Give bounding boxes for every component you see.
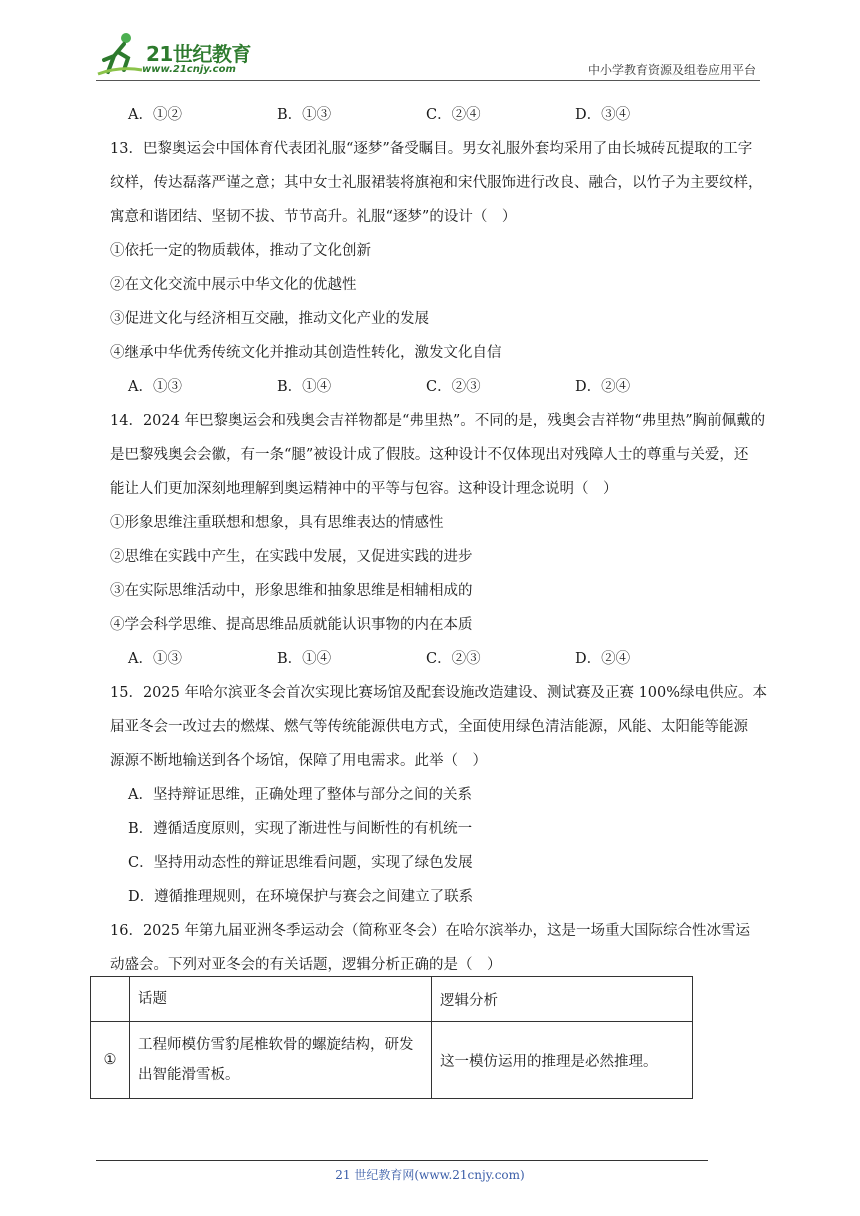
- q12-option-a[interactable]: A．①②: [128, 107, 182, 123]
- q14-option-a[interactable]: A．①③: [128, 651, 182, 667]
- footer-divider: [96, 1160, 708, 1161]
- header-divider: [96, 80, 760, 81]
- q13-options: [110, 370, 770, 404]
- q15-choice-b[interactable]: B．遵循适度原则，实现了渐进性与间断性的有机统一: [128, 821, 473, 837]
- site-logo[interactable]: [96, 30, 266, 80]
- q14-options: [110, 642, 770, 676]
- q14-option-b[interactable]: B．①④: [277, 651, 332, 667]
- q14-stem-line: 14．2024 年巴黎奥运会和残奥会吉祥物都是“弗里热”。不同的是，残奥会吉祥物“弗里热”胸前佩戴的: [110, 413, 766, 429]
- table-row: [91, 1022, 693, 1099]
- q12-options: [110, 98, 770, 132]
- logo-text: 21世纪教育: [146, 42, 251, 66]
- q15-choice-c[interactable]: C．坚持用动态性的辩证思维看问题，实现了绿色发展: [128, 855, 473, 871]
- runner-icon: [96, 30, 144, 76]
- q16-stem-line: 动盛会。下列对亚冬会的有关话题，逻辑分析正确的是（ ）: [110, 957, 502, 973]
- table-cell: 工程师模仿雪豹尾椎软骨的螺旋结构，研发出智能滑雪板。: [130, 1022, 432, 1099]
- q12-option-d[interactable]: D．③④: [575, 107, 631, 123]
- question-content: [110, 98, 770, 982]
- q13-option-d[interactable]: D．②④: [575, 379, 631, 395]
- q13-option-b[interactable]: B．①④: [277, 379, 332, 395]
- q14-option-d[interactable]: D．②④: [575, 651, 631, 667]
- q14-option-c[interactable]: C．②③: [426, 651, 481, 667]
- q14-item: ③在实际思维活动中，形象思维和抽象思维是相辅相成的: [110, 583, 473, 599]
- q15-stem-line: 源源不断地输送到各个场馆，保障了用电需求。此举（ ）: [110, 753, 487, 769]
- q13-option-c[interactable]: C．②③: [426, 379, 481, 395]
- q15-choice-a[interactable]: A．坚持辩证思维，正确处理了整体与部分之间的关系: [128, 787, 472, 803]
- q13-item: ①依托一定的物质载体，推动了文化创新: [110, 243, 371, 259]
- table-header-row: [91, 977, 693, 1022]
- q13-option-a[interactable]: A．①③: [128, 379, 182, 395]
- q13-stem-line: 13．巴黎奥运会中国体育代表团礼服“逐梦”备受瞩目。男女礼服外套均采用了由长城砖瓦提取的工字: [110, 141, 753, 157]
- table-header-cell: 逻辑分析: [432, 977, 693, 1022]
- q14-item: ②思维在实践中产生，在实践中发展，又促进实践的进步: [110, 549, 473, 565]
- q12-option-b[interactable]: B．①③: [277, 107, 332, 123]
- q14-stem-line: 是巴黎残奥会会徽，有一条“腿”被设计成了假肢。这种设计不仅体现出对残障人士的尊重与关爱，还: [110, 447, 749, 463]
- q12-option-c[interactable]: C．②④: [426, 107, 481, 123]
- q13-item: ③促进文化与经济相互交融，推动文化产业的发展: [110, 311, 429, 327]
- q13-stem-line: 寓意和谐团结、坚韧不拔、节节高升。礼服“逐梦”的设计（ ）: [110, 209, 517, 225]
- table-header-cell: [91, 977, 130, 1022]
- q13-item: ②在文化交流中展示中华文化的优越性: [110, 277, 357, 293]
- page-header: [0, 0, 860, 90]
- q14-stem-line: 能让人们更加深刻地理解到奥运精神中的平等与包容。这种设计理念说明（ ）: [110, 481, 618, 497]
- q13-item: ④继承中华优秀传统文化并推动其创造性转化，激发文化自信: [110, 345, 502, 361]
- q15-choice-d[interactable]: D．遵循推理规则，在环境保护与赛会之间建立了联系: [128, 889, 474, 905]
- q16-stem-line: 16．2025 年第九届亚洲冬季运动会（简称亚冬会）在哈尔滨举办，这是一场重大国际综合性冰雪运: [110, 923, 750, 939]
- page-footer[interactable]: 21 世纪教育网(www.21cnjy.com): [335, 1168, 525, 1182]
- q14-item: ①形象思维注重联想和想象，具有思维表达的情感性: [110, 515, 444, 531]
- table-header-cell: 话题: [130, 977, 432, 1022]
- q15-stem-line: 届亚冬会一改过去的燃煤、燃气等传统能源供电方式，全面使用绿色清洁能源，风能、太阳能等能源: [110, 719, 748, 735]
- platform-name: 中小学教育资源及组卷应用平台: [587, 63, 756, 77]
- q14-item: ④学会科学思维、提高思维品质就能认识事物的内在本质: [110, 617, 473, 633]
- logo-url: www.21cnjy.com: [142, 64, 236, 75]
- q15-stem-line: 15．2025 年哈尔滨亚冬会首次实现比赛场馆及配套设施改造建设、测试赛及正赛 100%绿电供应。本: [110, 685, 768, 701]
- q16-table: [90, 976, 693, 1099]
- table-cell: ①: [91, 1022, 130, 1099]
- q13-stem-line: 纹样，传达磊落严谨之意；其中女士礼服裙装将旗袍和宋代服饰进行改良、融合，以竹子为主要纹样，: [110, 175, 763, 191]
- table-cell: 这一模仿运用的推理是必然推理。: [432, 1022, 693, 1099]
